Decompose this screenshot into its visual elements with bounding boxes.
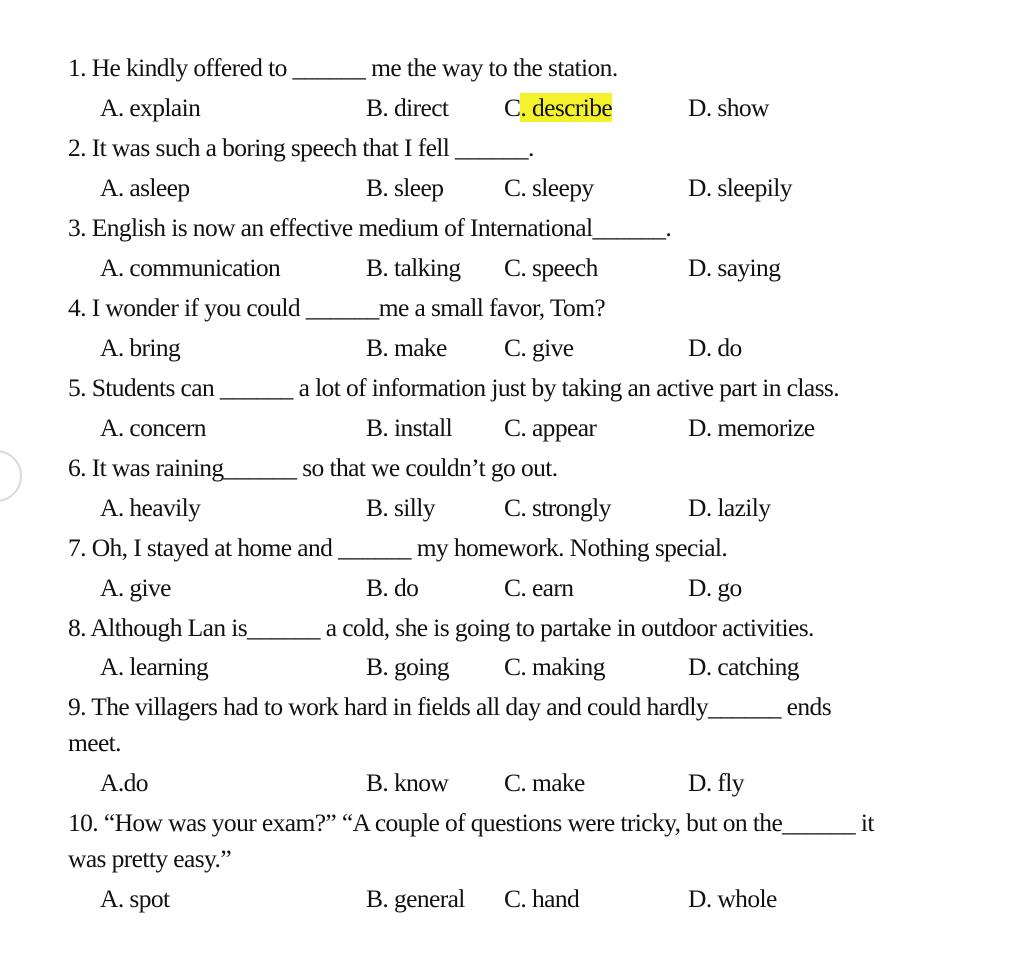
option-d[interactable]: D. whole [688, 884, 777, 913]
question-3 [68, 212, 671, 244]
option-a[interactable]: A. concern [100, 413, 206, 442]
option-b[interactable]: B. talking [366, 253, 461, 282]
question-number: 7. [68, 533, 86, 562]
option-d[interactable]: D. memorize [688, 413, 815, 442]
option-c[interactable]: C. sleepy [504, 173, 594, 202]
option-c[interactable]: C. making [504, 652, 605, 681]
question-number: 4. [68, 293, 86, 322]
question-text: Although Lan is______ a cold, she is going to partake in outdoor activities. [90, 613, 814, 642]
question-10 [68, 807, 874, 839]
question-number: 8. [68, 613, 86, 642]
option-c[interactable]: C. speech [504, 253, 598, 282]
question-9 [68, 691, 831, 723]
option-b[interactable]: B. direct [366, 93, 449, 122]
question-text: “How was your exam?” “A couple of questions were tricky, but on the______ it [103, 808, 874, 837]
option-c[interactable]: C. hand [504, 884, 580, 913]
option-b[interactable]: B. sleep [366, 173, 444, 202]
question-text: He kindly offered to ______ me the way to the station. [91, 53, 618, 82]
option-c-highlighted[interactable] [504, 92, 612, 124]
option-a[interactable]: A. learning [100, 652, 209, 681]
question-number: 5. [68, 373, 86, 402]
option-d[interactable]: D. go [688, 573, 742, 602]
option-c[interactable]: C. earn [504, 573, 574, 602]
question-number: 1. [68, 53, 86, 82]
option-b[interactable]: B. general [366, 884, 465, 913]
question-text: English is now an effective medium of International______. [91, 213, 672, 242]
option-d[interactable]: D. do [688, 333, 742, 362]
option-a[interactable]: A. spot [100, 884, 170, 913]
option-a[interactable]: A.do [100, 768, 148, 797]
option-a[interactable]: A. heavily [100, 493, 201, 522]
highlighted-answer: . describe [520, 93, 613, 122]
question-5 [68, 372, 839, 404]
option-c[interactable]: C. give [504, 333, 574, 362]
question-2 [68, 132, 534, 164]
option-b[interactable]: B. silly [366, 493, 435, 522]
option-a[interactable]: A. explain [100, 93, 201, 122]
option-c[interactable]: C. make [504, 768, 585, 797]
option-a[interactable]: A. bring [100, 333, 181, 362]
question-text: Oh, I stayed at home and ______ my homework. Nothing special. [91, 533, 728, 562]
question-4 [68, 292, 605, 324]
option-a[interactable]: A. asleep [100, 173, 190, 202]
question-number: 10. [68, 808, 99, 837]
option-b[interactable]: B. make [366, 333, 447, 362]
option-a[interactable]: A. communication [100, 253, 281, 282]
question-7 [68, 532, 727, 564]
question-10-continuation: was pretty easy.” [68, 844, 232, 873]
question-number: 2. [68, 133, 86, 162]
option-c-letter: C [504, 93, 521, 122]
question-number: 3. [68, 213, 86, 242]
question-9-continuation: meet. [68, 728, 121, 757]
question-text: It was raining______ so that we couldn’t go out. [91, 453, 558, 482]
question-6 [68, 452, 558, 484]
option-a[interactable]: A. give [100, 573, 171, 602]
question-number: 6. [68, 453, 86, 482]
question-8 [68, 612, 814, 644]
option-d[interactable]: D. show [688, 93, 769, 122]
option-b[interactable]: B. know [366, 768, 449, 797]
question-text: I wonder if you could ______me a small favor, Tom? [91, 293, 606, 322]
option-d[interactable]: D. lazily [688, 493, 771, 522]
question-text: The villagers had to work hard in fields all day and could hardly______ ends [91, 692, 832, 721]
option-b[interactable]: B. do [366, 573, 419, 602]
option-c[interactable]: C. strongly [504, 493, 611, 522]
question-number: 9. [68, 692, 86, 721]
question-text: It was such a boring speech that I fell ______. [91, 133, 534, 162]
question-1 [68, 52, 618, 84]
option-d[interactable]: D. fly [688, 768, 744, 797]
option-d[interactable]: D. saying [688, 253, 781, 282]
option-d[interactable]: D. sleepily [688, 173, 792, 202]
option-c[interactable]: C. appear [504, 413, 597, 442]
option-b[interactable]: B. going [366, 652, 450, 681]
edge-circle-decoration [0, 450, 22, 502]
option-d[interactable]: D. catching [688, 652, 799, 681]
option-b[interactable]: B. install [366, 413, 453, 442]
question-text: Students can ______ a lot of information just by taking an active part in class. [91, 373, 840, 402]
